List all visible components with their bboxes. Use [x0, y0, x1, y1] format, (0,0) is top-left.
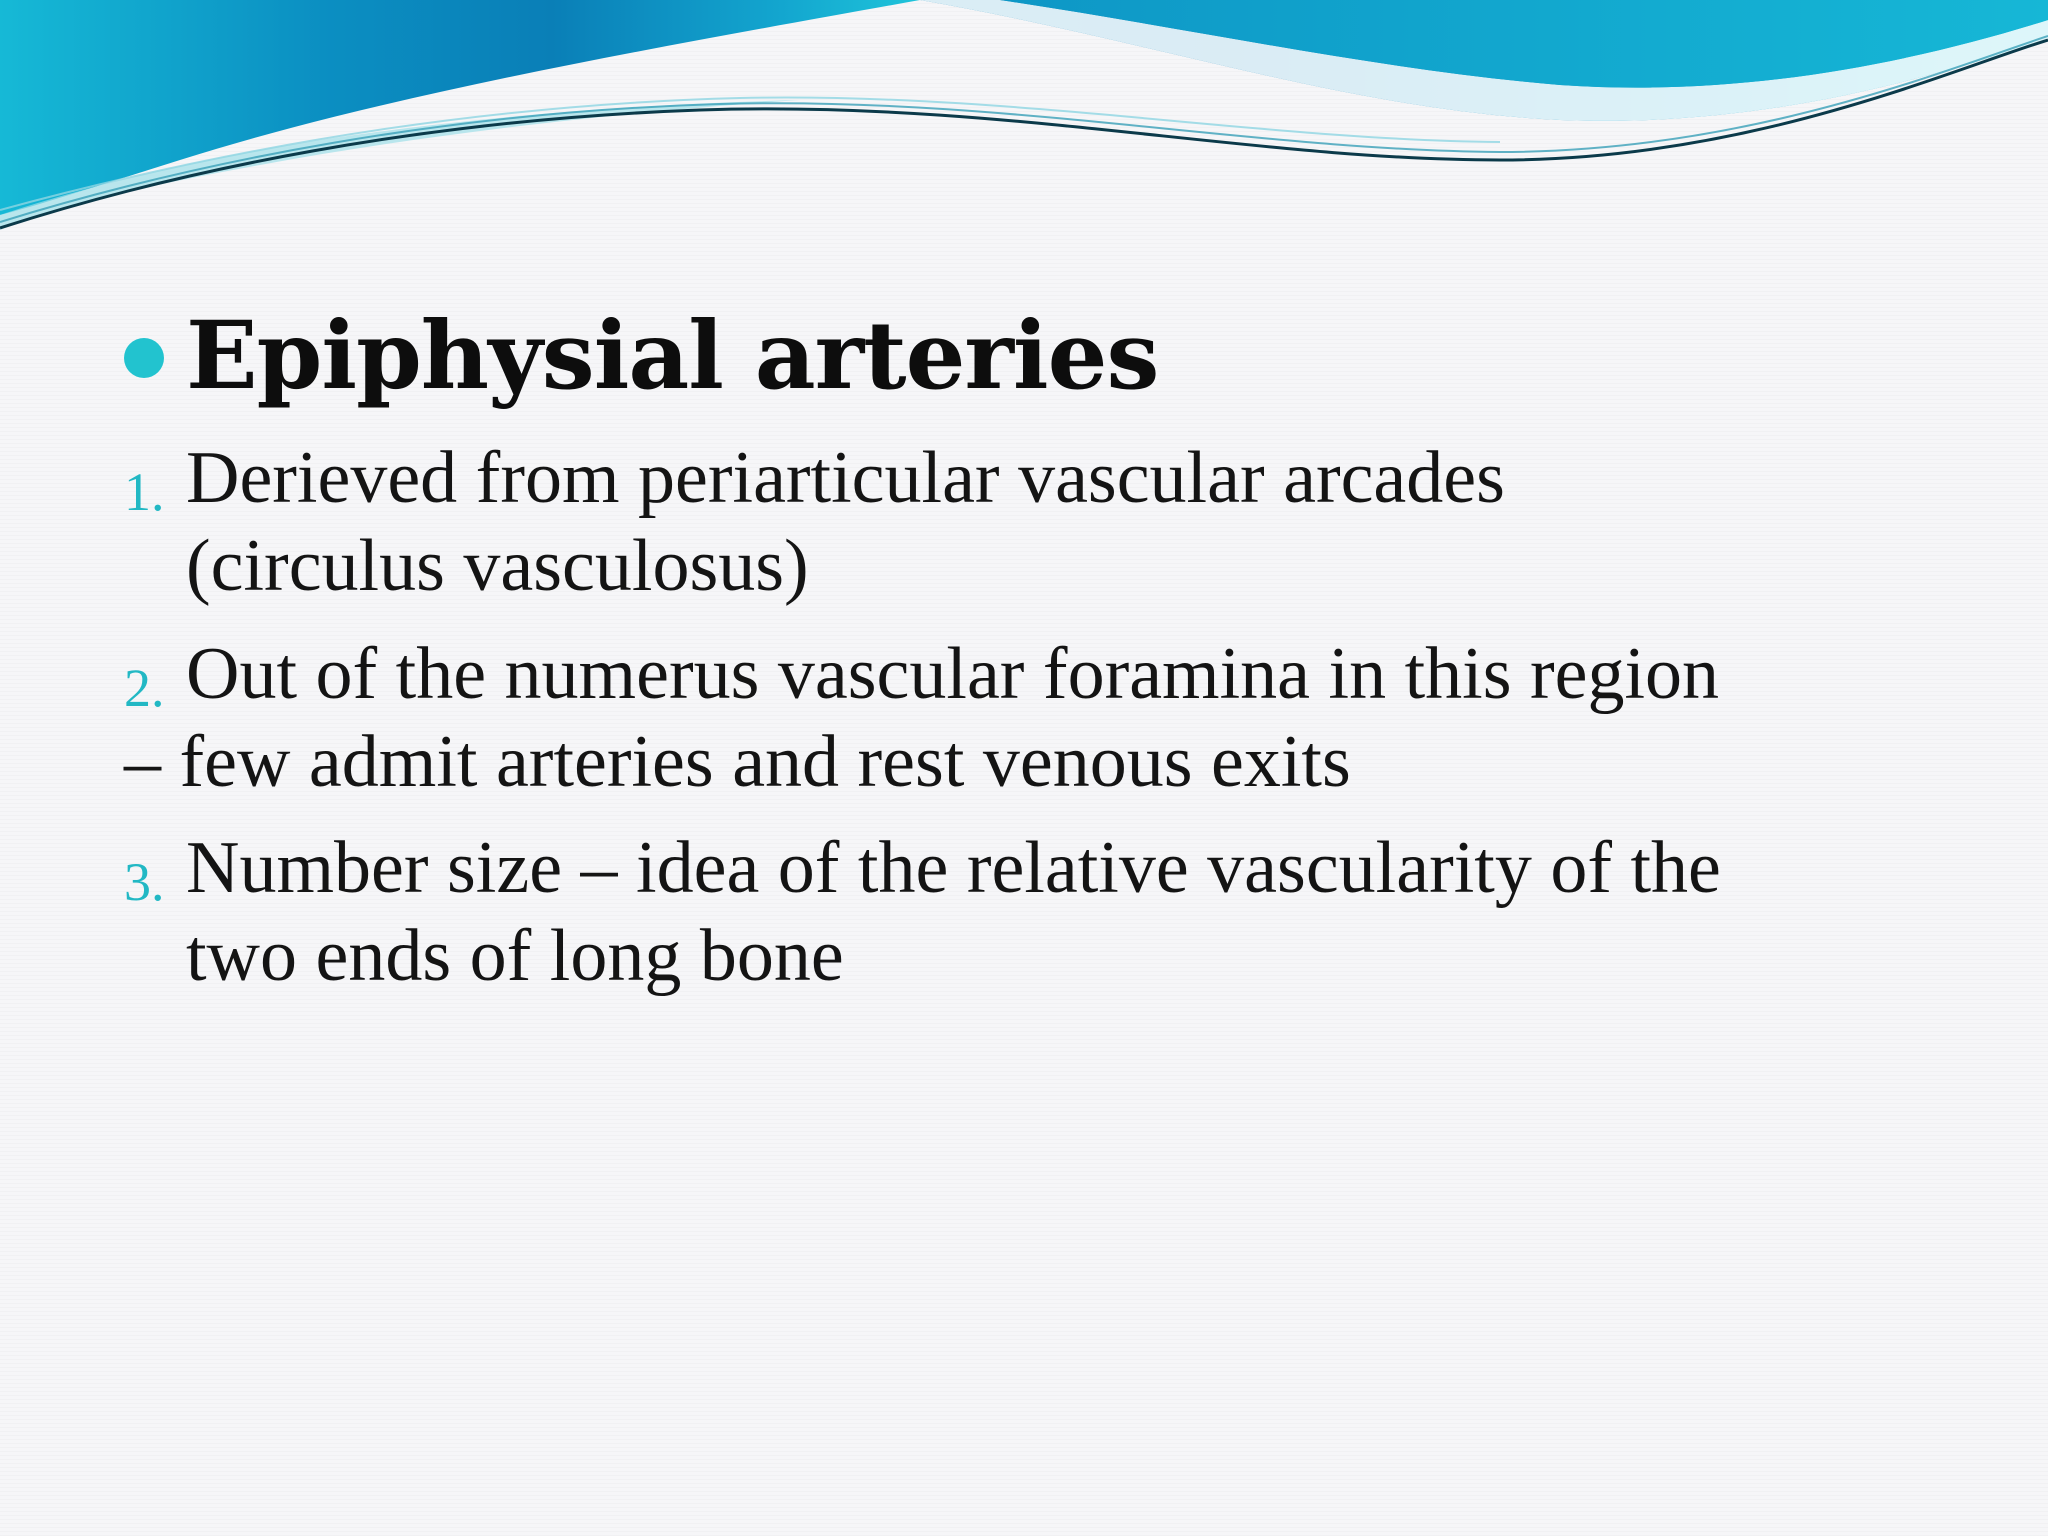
list-item-2 [124, 630, 1924, 810]
list-item-line: Number size – idea of the relative vascularity of the [186, 827, 1721, 909]
slide-heading: Epiphysial arteries [186, 301, 1159, 411]
list-item-line: (circulus vasculosus) [186, 525, 809, 607]
list-item-1 [124, 434, 1924, 614]
list-item-3 [124, 824, 1924, 1004]
list-item-line: Out of the numerus vascular foramina in this region [186, 633, 1720, 715]
list-item-line: Derieved from periarticular vascular arcades [186, 437, 1505, 519]
heading-row [124, 300, 1158, 412]
list-item-number: 3. [124, 852, 165, 912]
list-item-line: – few admit arteries and rest venous exits [124, 721, 1351, 803]
list-item-number: 1. [124, 462, 165, 522]
list-item-line: two ends of long bone [186, 915, 844, 997]
list-item-number: 2. [124, 658, 165, 718]
bullet-dot-icon [124, 338, 164, 378]
